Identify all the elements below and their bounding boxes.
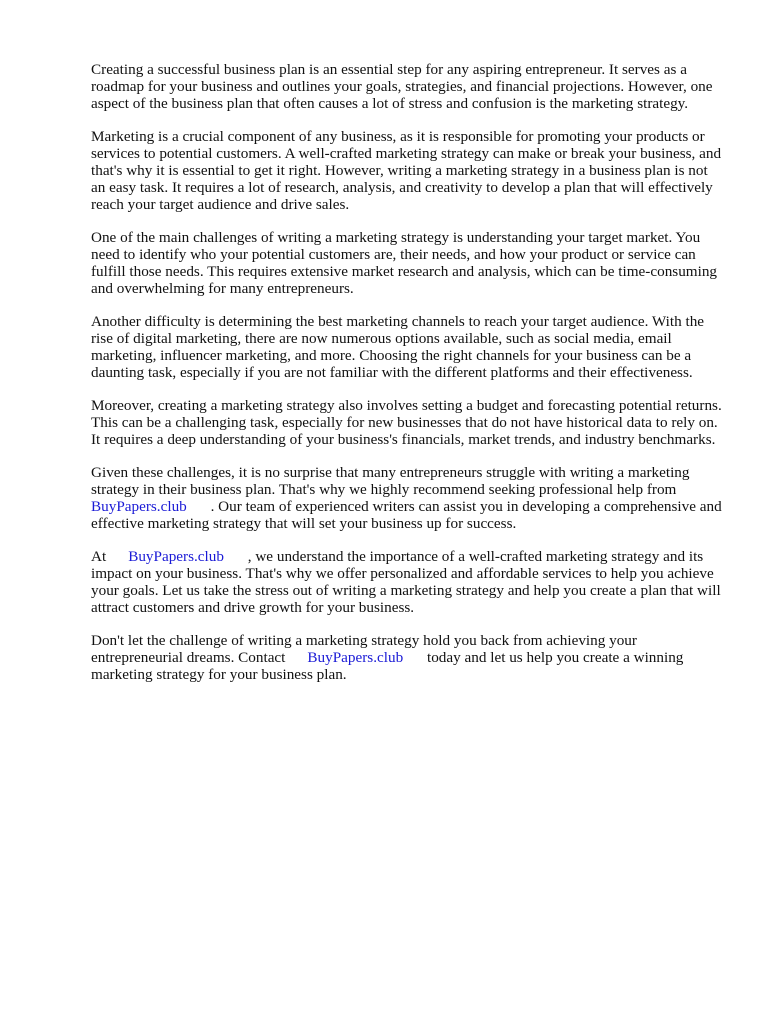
- paragraph-7-text-before: At: [91, 548, 107, 565]
- paragraph-6-text-before: Given these challenges, it is no surprise that many entrepreneurs struggle with writing a marketing strategy in their business plan. That's why we highly recommend seeking professional help from: [91, 464, 690, 498]
- paragraph-8-text-after: today and let us help you create a winning marketing strategy for your business plan.: [91, 649, 684, 683]
- paragraph-2: Marketing is a crucial component of any business, as it is responsible for promoting your products or services to potential customers. A well-crafted marketing strategy can make or break your business, and that's why it is essential to get it right. However, writing a marketing strategy in a business plan is not an easy task. It requires a lot of research, analysis, and creativity to develop a plan that will effectively reach your target audience and drive sales.: [91, 128, 722, 213]
- paragraph-4: Another difficulty is determining the best marketing channels to reach your target audience. With the rise of digital marketing, there are now numerous options available, such as social media, email marketing, influencer marketing, and more. Choosing the right channels for your business can be a daunting task, especially if you are not familiar with the different platforms and their effectiveness.: [91, 313, 705, 381]
- paragraph-7-text-after: , we understand the importance of a well-crafted marketing strategy and its impact on your business. That's why we offer personalized and affordable services to help you achieve your goals. Let us take the stress out of writing a marketing strategy and help you create a plan that will attract customers and drive growth for your business.: [91, 548, 721, 616]
- paragraph-5: Moreover, creating a marketing strategy also involves setting a budget and forecasting potential returns. This can be a challenging task, especially for new businesses that do not have historical data to rely on. It requires a deep understanding of your business's financials, market trends, and industry benchmarks.: [91, 397, 722, 448]
- paragraph-1: Creating a successful business plan is an essential step for any aspiring entrepreneur. It serves as a roadmap for your business and outlines your goals, strategies, and financial projections. However, one aspect of the business plan that often causes a lot of stress and confusion is the marketing strategy.: [91, 61, 713, 112]
- paragraph-8-text-before: Don't let the challenge of writing a marketing strategy hold you back from achieving your entrepreneurial dreams. Contact: [91, 632, 637, 666]
- paragraph-8: [91, 632, 723, 683]
- paragraph-3: One of the main challenges of writing a marketing strategy is understanding your target market. You need to identify who your potential customers are, their needs, and how your product or service can fulfill those needs. This requires extensive market research and analysis, which can be time-consuming and overwhelming for many entrepreneurs.: [91, 229, 718, 297]
- buypapers-link-3[interactable]: BuyPapers.club: [307, 649, 404, 666]
- buypapers-link-1[interactable]: BuyPapers.club: [91, 498, 187, 515]
- buypapers-link-2[interactable]: BuyPapers.club: [128, 548, 224, 565]
- paragraph-6: [91, 464, 723, 532]
- document-body: [91, 61, 723, 699]
- paragraph-7: [91, 548, 723, 616]
- paragraph-6-text-after: . Our team of experienced writers can assist you in developing a comprehensive and effective marketing strategy that will set your business up for success.: [91, 498, 722, 532]
